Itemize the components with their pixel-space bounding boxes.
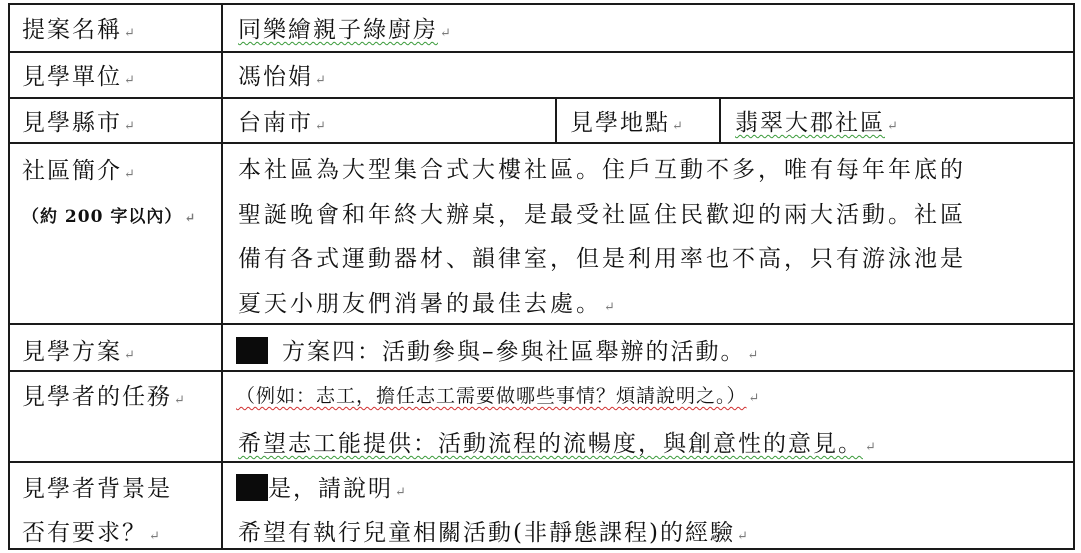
column-divider <box>221 3 223 550</box>
tasks-example: （例如：志工，擔任志工需要做哪些事情？煩請說明之。） ↵ <box>236 385 760 407</box>
city-label: 見學縣市 ↵ <box>22 110 135 136</box>
plan-value: 方案四：活動參與–參與社區舉辦的活動。 ↵ <box>236 333 758 366</box>
paragraph-mark-icon: ↵ <box>149 529 160 544</box>
row-divider <box>8 370 1074 372</box>
paragraph-mark-icon: ↵ <box>124 348 135 363</box>
requirements-answer: 是，請說明 ↵ <box>236 470 406 503</box>
row-divider <box>8 548 1074 550</box>
requirements-label-line2: 否有要求？ ↵ <box>22 520 160 546</box>
row-divider <box>8 461 1074 463</box>
intro-line: 聖誕晚會和年終大辦桌，是最受社區住民歡迎的兩大活動。社區 <box>238 201 966 228</box>
row-divider <box>8 3 1074 5</box>
location-value: 翡翠大郡社區 ↵ <box>735 110 898 136</box>
column-divider <box>1073 3 1075 550</box>
filled-checkbox-icon[interactable] <box>236 474 268 501</box>
proposal-name-value: 同樂繪親子綠廚房 ↵ <box>238 17 451 43</box>
paragraph-mark-icon: ↵ <box>865 440 876 455</box>
paragraph-mark-icon: ↵ <box>124 119 135 134</box>
column-divider <box>555 97 557 144</box>
paragraph-mark-icon: ↵ <box>315 73 326 88</box>
visitor-unit-label: 見學單位 ↵ <box>22 64 135 90</box>
plan-label: 見學方案 ↵ <box>22 339 135 365</box>
column-divider <box>719 97 721 144</box>
visitor-unit-value: 馮怡娟 ↵ <box>238 64 326 90</box>
paragraph-mark-icon: ↵ <box>124 73 135 88</box>
city-value: 台南市 ↵ <box>238 110 326 136</box>
column-divider <box>8 3 10 550</box>
paragraph-mark-icon: ↵ <box>174 393 185 408</box>
paragraph-mark-icon: ↵ <box>395 485 406 500</box>
paragraph-mark-icon: ↵ <box>184 211 196 226</box>
paragraph-mark-icon: ↵ <box>736 529 748 544</box>
paragraph-mark-icon: ↵ <box>440 26 451 41</box>
tasks-value: 希望志工能提供：活動流程的流暢度，與創意性的意見。 ↵ <box>238 431 876 457</box>
paragraph-mark-icon: ↵ <box>887 119 898 134</box>
intro-line-last: 夏天小朋友們消暑的最佳去處。 ↵ <box>238 290 615 317</box>
paragraph-mark-icon: ↵ <box>747 348 759 363</box>
location-label: 見學地點 ↵ <box>570 110 683 136</box>
paragraph-mark-icon: ↵ <box>124 26 135 41</box>
paragraph-mark-icon: ↵ <box>124 167 135 182</box>
paragraph-mark-icon: ↵ <box>315 119 326 134</box>
paragraph-mark-icon: ↵ <box>672 119 683 134</box>
requirements-label-line1: 見學者背景是 <box>22 476 172 502</box>
community-intro-label: 社區簡介 ↵ <box>22 158 135 184</box>
intro-line: 本社區為大型集合式大樓社區。住戶互動不多，唯有每年年底的 <box>238 157 966 183</box>
row-divider <box>8 51 1074 53</box>
tasks-label: 見學者的任務 ↵ <box>22 384 185 410</box>
paragraph-mark-icon: ↵ <box>748 391 760 406</box>
intro-line: 備有各式運動器材、韻律室，但是利用率也不高，只有游泳池是 <box>238 246 966 272</box>
row-divider <box>8 142 1074 144</box>
community-intro-text <box>238 148 1068 330</box>
community-intro-note: （約 200 字以內） ↵ <box>22 207 196 227</box>
proposal-name-label: 提案名稱 ↵ <box>22 17 135 43</box>
row-divider <box>8 97 1074 99</box>
filled-checkbox-icon[interactable] <box>236 337 268 364</box>
requirements-detail: 希望有執行兒童相關活動(非靜態課程)的經驗 ↵ <box>238 520 748 546</box>
paragraph-mark-icon: ↵ <box>604 299 615 315</box>
